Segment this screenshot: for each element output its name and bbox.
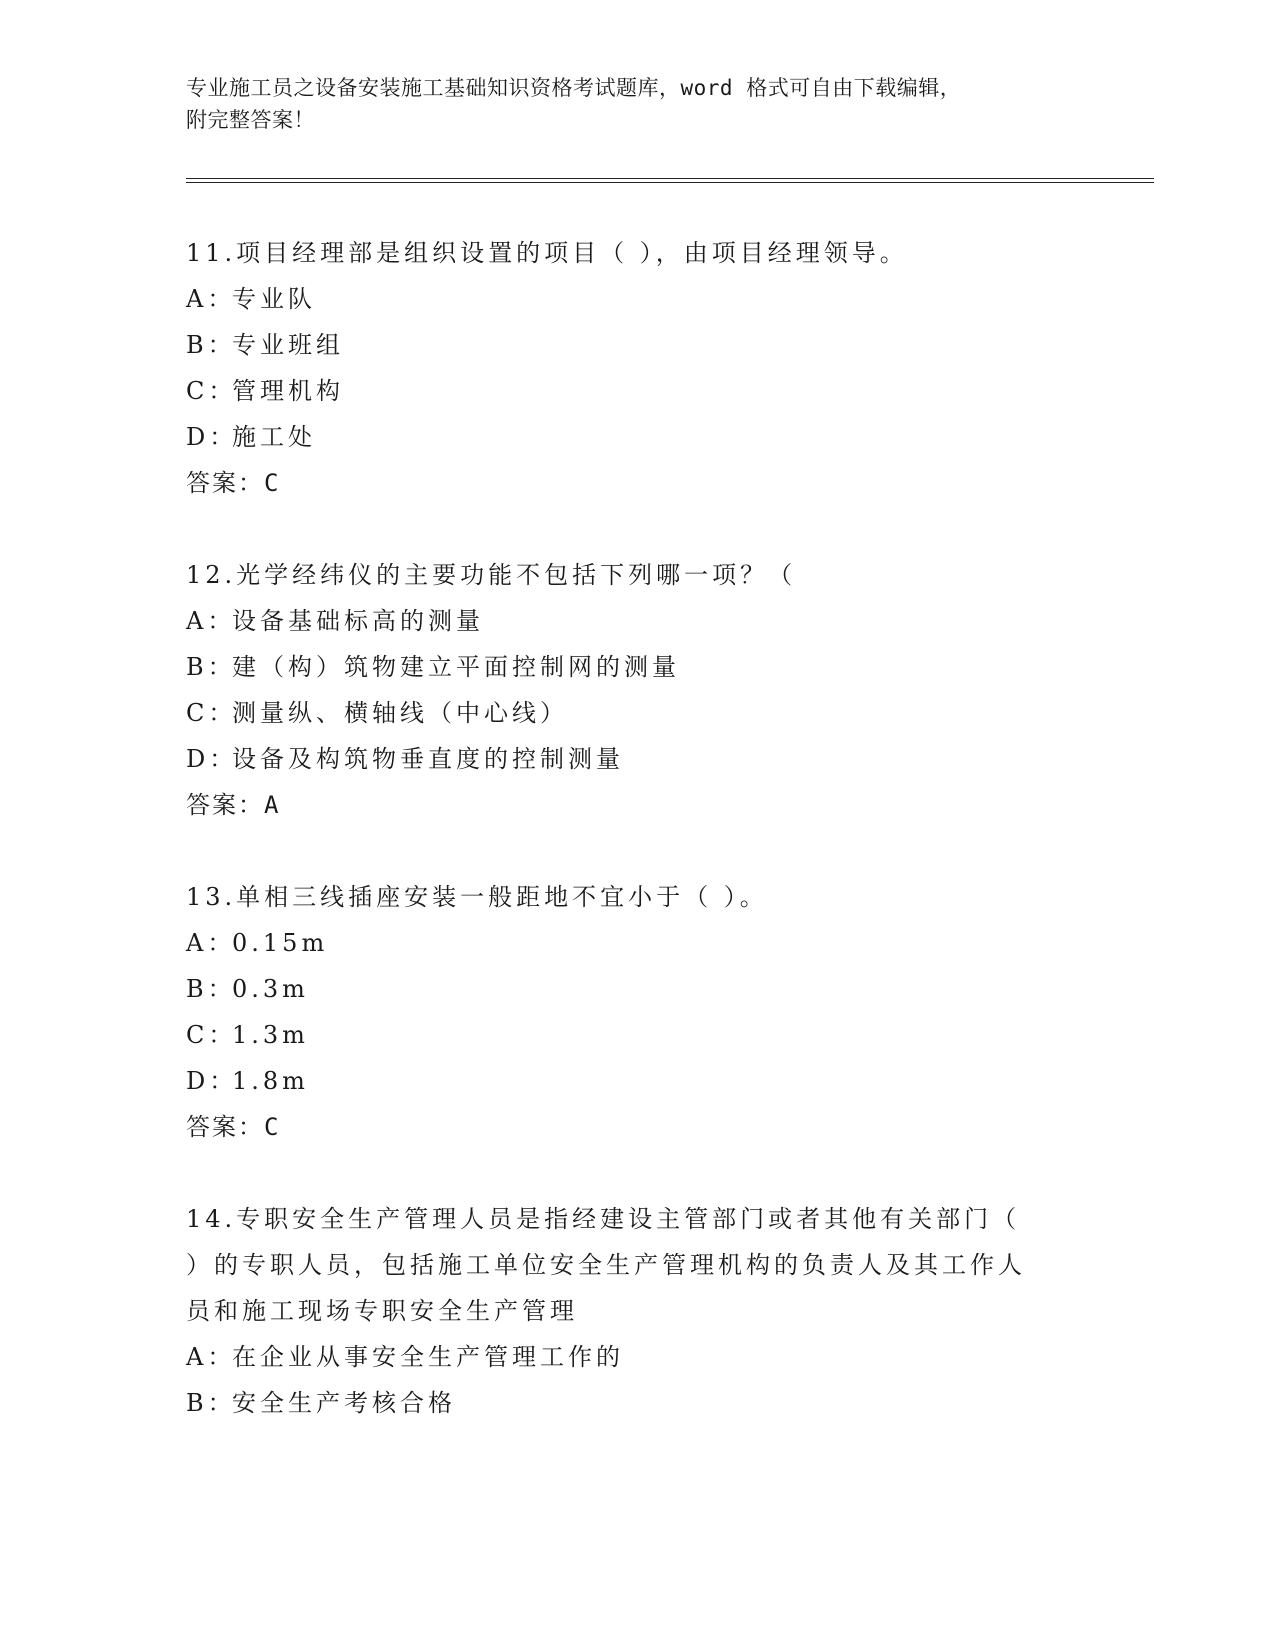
option-key: D： <box>186 1067 238 1095</box>
answer: 答案：C <box>186 469 281 497</box>
question-list <box>186 230 1066 1472</box>
option-key: B： <box>186 975 236 1003</box>
option-text: 在企业从事安全生产管理工作的 <box>232 1343 624 1371</box>
option-b <box>186 322 1066 368</box>
option-d <box>186 1058 1066 1104</box>
option-text: 安全生产考核合格 <box>232 1389 456 1417</box>
question-13 <box>186 874 1066 1150</box>
option-key: A： <box>186 929 236 957</box>
option-a <box>186 920 1066 966</box>
header-divider <box>186 178 1154 183</box>
option-b <box>186 644 1066 690</box>
question-stem: 12.光学经纬仪的主要功能不包括下列哪一项？（ <box>186 561 797 589</box>
option-a <box>186 276 1066 322</box>
document-header <box>186 72 1086 136</box>
answer: 答案：C <box>186 1113 281 1141</box>
option-key: C： <box>186 1021 237 1049</box>
option-a <box>186 598 1066 644</box>
question-stem-line-3: 员和施工现场专职安全生产管理 <box>186 1297 578 1325</box>
option-text: 0.3m <box>232 975 309 1003</box>
option-text: 设备基础标高的测量 <box>232 607 484 635</box>
option-text: 1.8m <box>232 1067 309 1095</box>
option-key: A： <box>186 1343 236 1371</box>
option-c <box>186 368 1066 414</box>
option-c <box>186 690 1066 736</box>
question-stem-line-1: 14.专职安全生产管理人员是指经建设主管部门或者其他有关部门（ <box>186 1205 1021 1233</box>
option-text: 施工处 <box>232 423 316 451</box>
question-11 <box>186 230 1066 506</box>
header-line-1: 专业施工员之设备安装施工基础知识资格考试题库，word 格式可自由下载编辑， <box>186 76 962 100</box>
question-12 <box>186 552 1066 828</box>
option-key: C： <box>186 377 237 405</box>
option-key: B： <box>186 331 236 359</box>
option-key: A： <box>186 607 236 635</box>
option-key: B： <box>186 1389 236 1417</box>
option-key: D： <box>186 745 238 773</box>
question-stem: 13.单相三线插座安装一般距地不宜小于（ ）。 <box>186 883 768 911</box>
header-line-2: 附完整答案！ <box>186 108 315 132</box>
question-14 <box>186 1196 1066 1426</box>
question-stem: 11.项目经理部是组织设置的项目（ ），由项目经理领导。 <box>186 239 908 267</box>
option-key: C： <box>186 699 237 727</box>
option-key: B： <box>186 653 236 681</box>
option-text: 1.3m <box>232 1021 309 1049</box>
option-text: 管理机构 <box>232 377 344 405</box>
option-text: 建（构）筑物建立平面控制网的测量 <box>232 653 680 681</box>
option-text: 专业班组 <box>232 331 344 359</box>
option-text: 设备及构筑物垂直度的控制测量 <box>232 745 624 773</box>
option-d <box>186 414 1066 460</box>
option-b <box>186 1380 1066 1426</box>
option-key: A： <box>186 285 236 313</box>
option-b <box>186 966 1066 1012</box>
option-a <box>186 1334 1066 1380</box>
answer: 答案：A <box>186 791 281 819</box>
option-text: 专业队 <box>232 285 316 313</box>
option-text: 0.15m <box>232 929 329 957</box>
option-d <box>186 736 1066 782</box>
question-stem-line-2: ）的专职人员，包括施工单位安全生产管理机构的负责人及其工作人 <box>186 1251 1026 1279</box>
option-text: 测量纵、横轴线（中心线） <box>232 699 568 727</box>
option-key: D： <box>186 423 238 451</box>
option-c <box>186 1012 1066 1058</box>
